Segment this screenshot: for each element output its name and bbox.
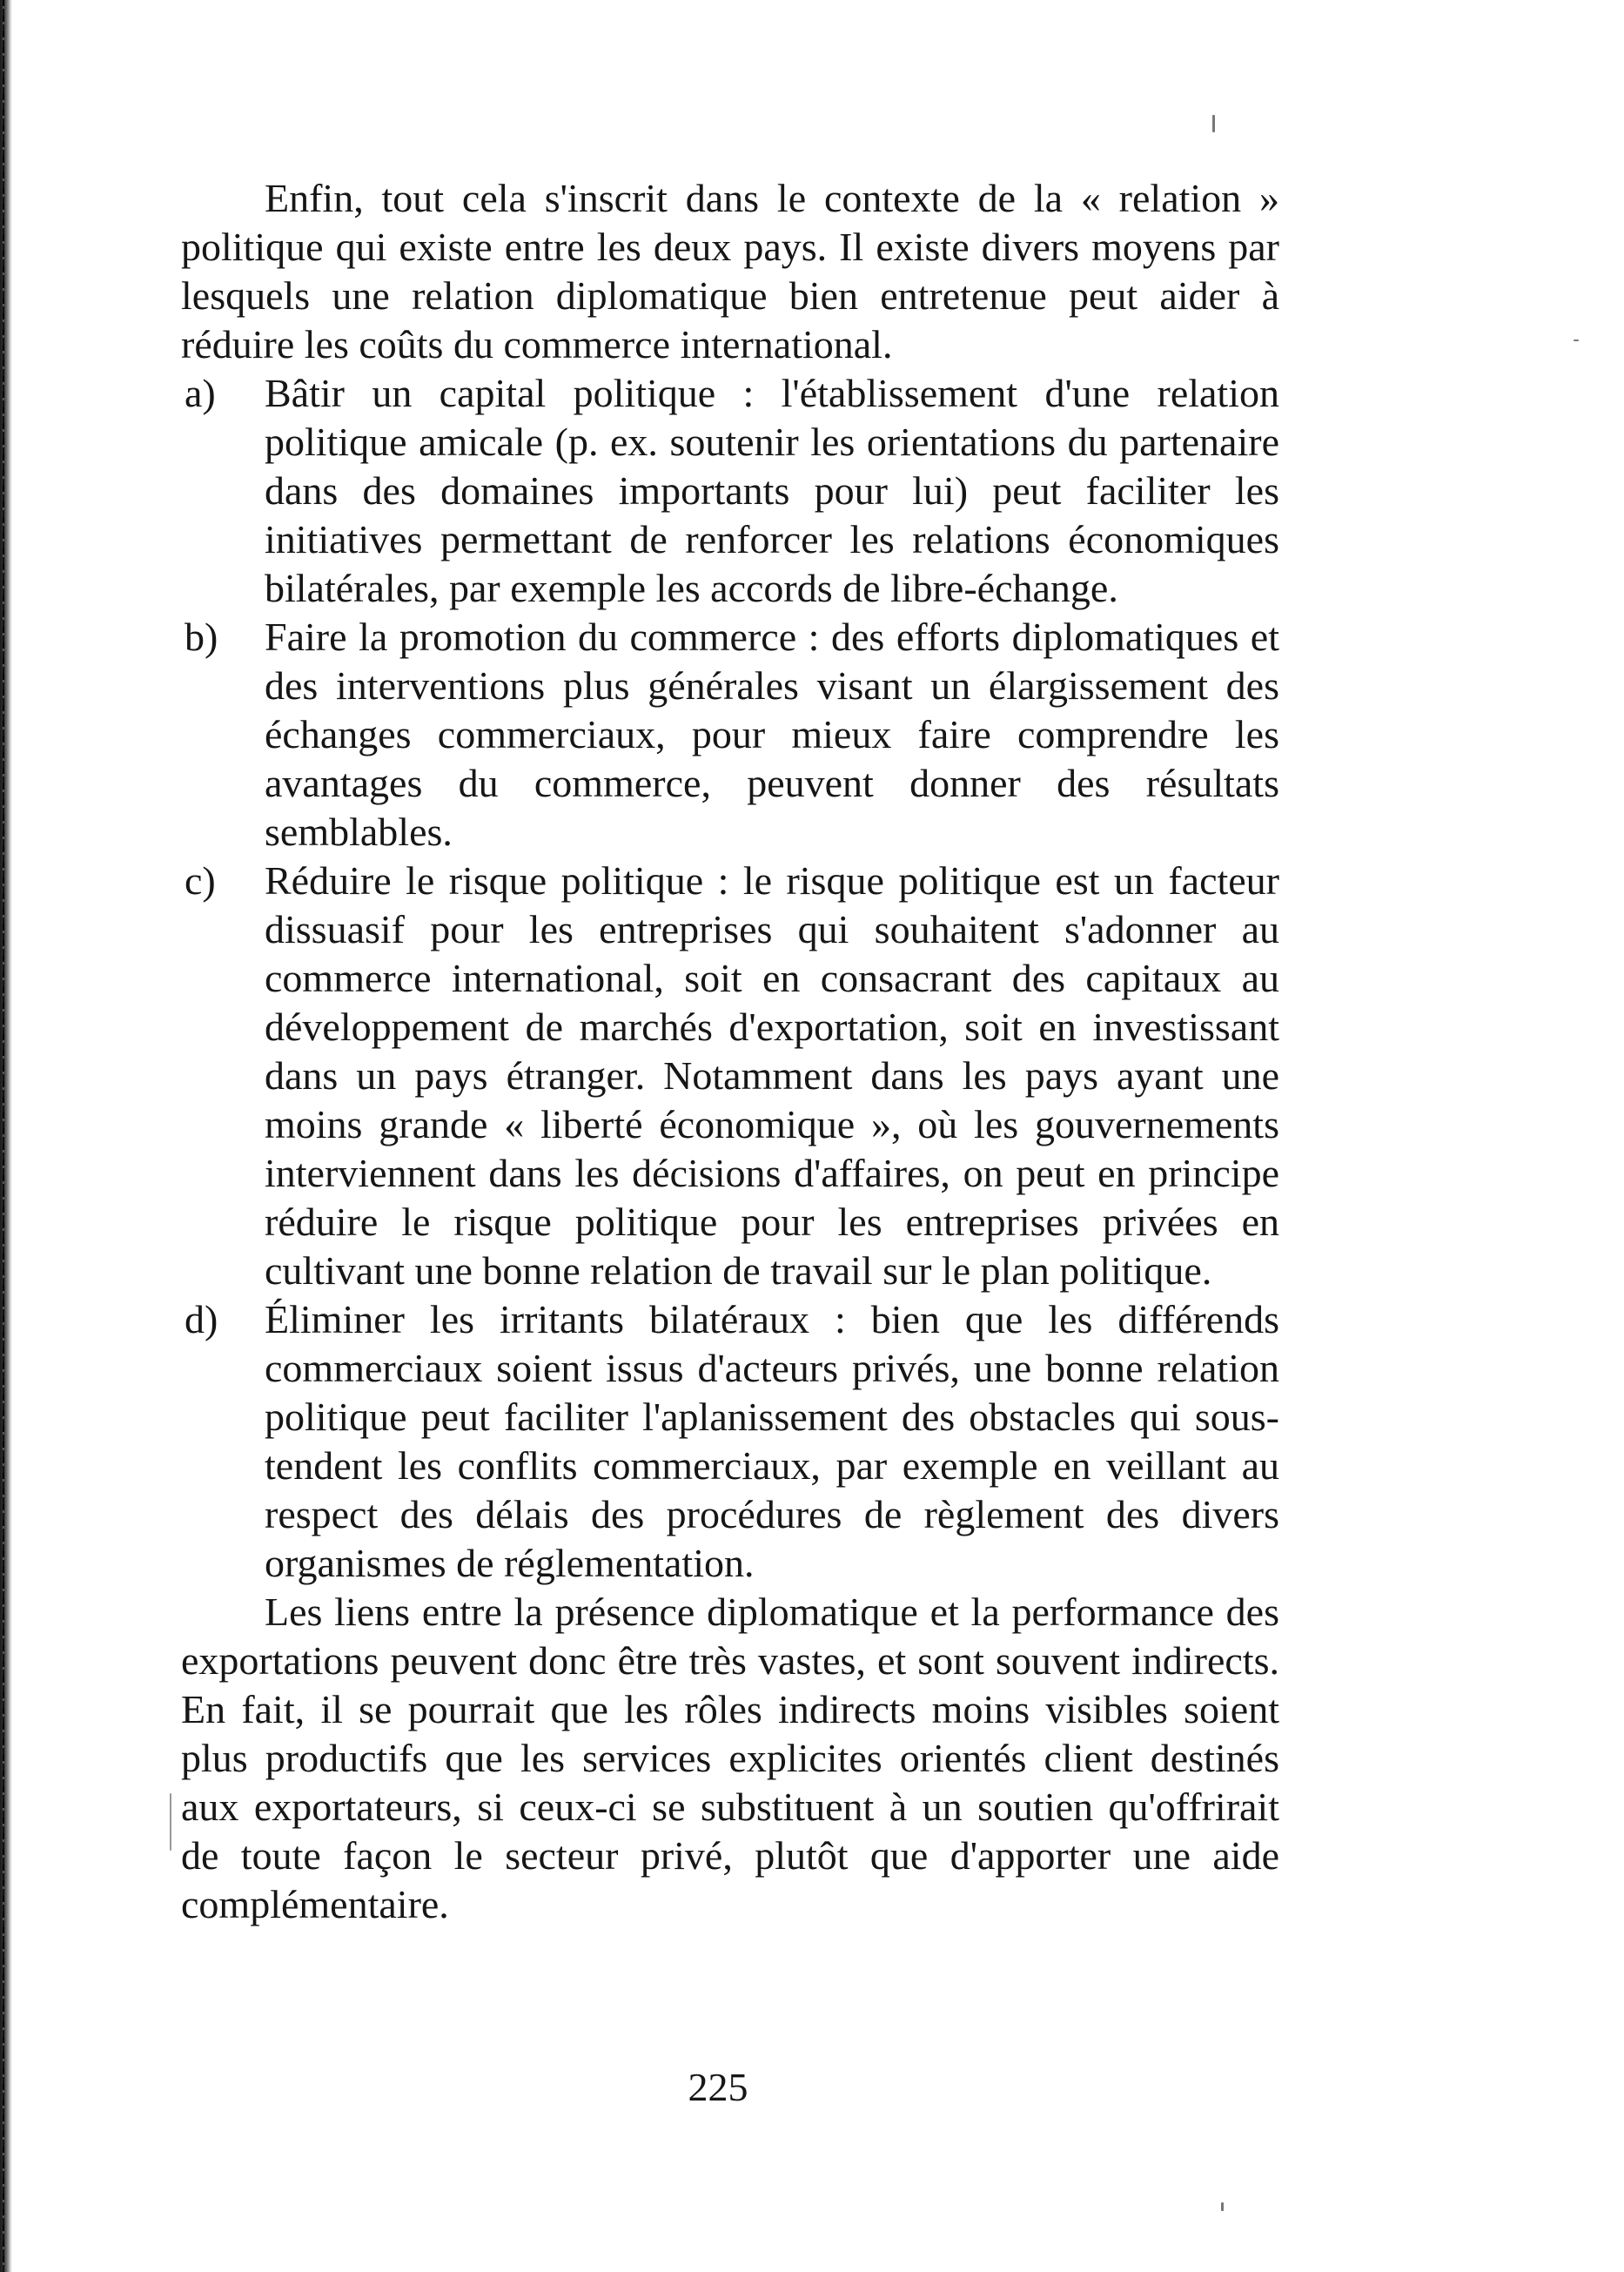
page-number: 225 — [688, 2065, 748, 2109]
list-item-label: a) — [185, 371, 216, 415]
list-item-c — [181, 857, 1279, 1295]
list-item-a — [181, 369, 1279, 613]
list-item-d — [181, 1295, 1279, 1588]
scan-speck — [170, 1793, 171, 1851]
closing-paragraph: Les liens entre la présence diplomatique et la performance des exportations peuvent donc être très vastes, et sont souvent indirects. En fait, il se pourrait que les rôles indirects moins visibles soient plus productifs que les services explicites orientés client destinés aux exportateurs, si ceux-ci se substituent à un soutien qu'offrirait de toute façon le secteur privé, plutôt que d'apporter une aide complémentaire. — [181, 1590, 1279, 1926]
intro-paragraph: Enfin, tout cela s'inscrit dans le contexte de la « relation » politique qui existe entre les deux pays. Il existe divers moyens par lesquels une relation diplomatique bien entretenue peut aider à réduire les coûts du commerce international. — [181, 176, 1279, 366]
scan-speck — [1212, 115, 1215, 132]
list-item-text: Bâtir un capital politique : l'établissement d'une relation politique amicale (p. ex. soutenir les orientations du partenaire dans des domaines importants pour lui) peut faciliter les initiatives permettant de renforcer les relations économiques bilatérales, par exemple les accords de libre-échange. — [265, 371, 1279, 610]
scan-speck — [1221, 2202, 1224, 2211]
list-item-label: b) — [185, 615, 218, 659]
binding-edge — [0, 0, 12, 2272]
list-item-text: Faire la promotion du commerce : des efforts diplomatiques et des interventions plus générales visant un élargissement des échanges commerciaux, pour mieux faire comprendre les avantages du commerce, peuvent donner des résultats semblables. — [265, 615, 1279, 854]
list-item-b — [181, 613, 1279, 857]
list-item-label: d) — [185, 1297, 218, 1341]
page-body — [181, 174, 1279, 1929]
scan-speck — [1574, 339, 1579, 341]
list-item-text: Éliminer les irritants bilatéraux : bien que les différends commerciaux soient issus d'acteurs privés, une bonne relation politique peut faciliter l'aplanissement des obstacles qui sous-tendent les conflits commerciaux, par exemple en veillant au respect des délais des procédures de règlement des divers organismes de réglementation. — [265, 1297, 1279, 1585]
list-item-text: Réduire le risque politique : le risque politique est un facteur dissuasif pour les entreprises qui souhaitent s'adonner au commerce international, soit en consacrant des capitaux au développement de marchés d'exportation, soit en investissant dans un pays étranger. Notamment dans les pays ayant une moins grande « liberté économique », où les gouvernements interviennent dans les décisions d'affaires, on peut en principe réduire le risque politique pour les entreprises privées en cultivant une bonne relation de travail sur le plan politique. — [265, 858, 1279, 1293]
list-item-label: c) — [185, 858, 216, 903]
